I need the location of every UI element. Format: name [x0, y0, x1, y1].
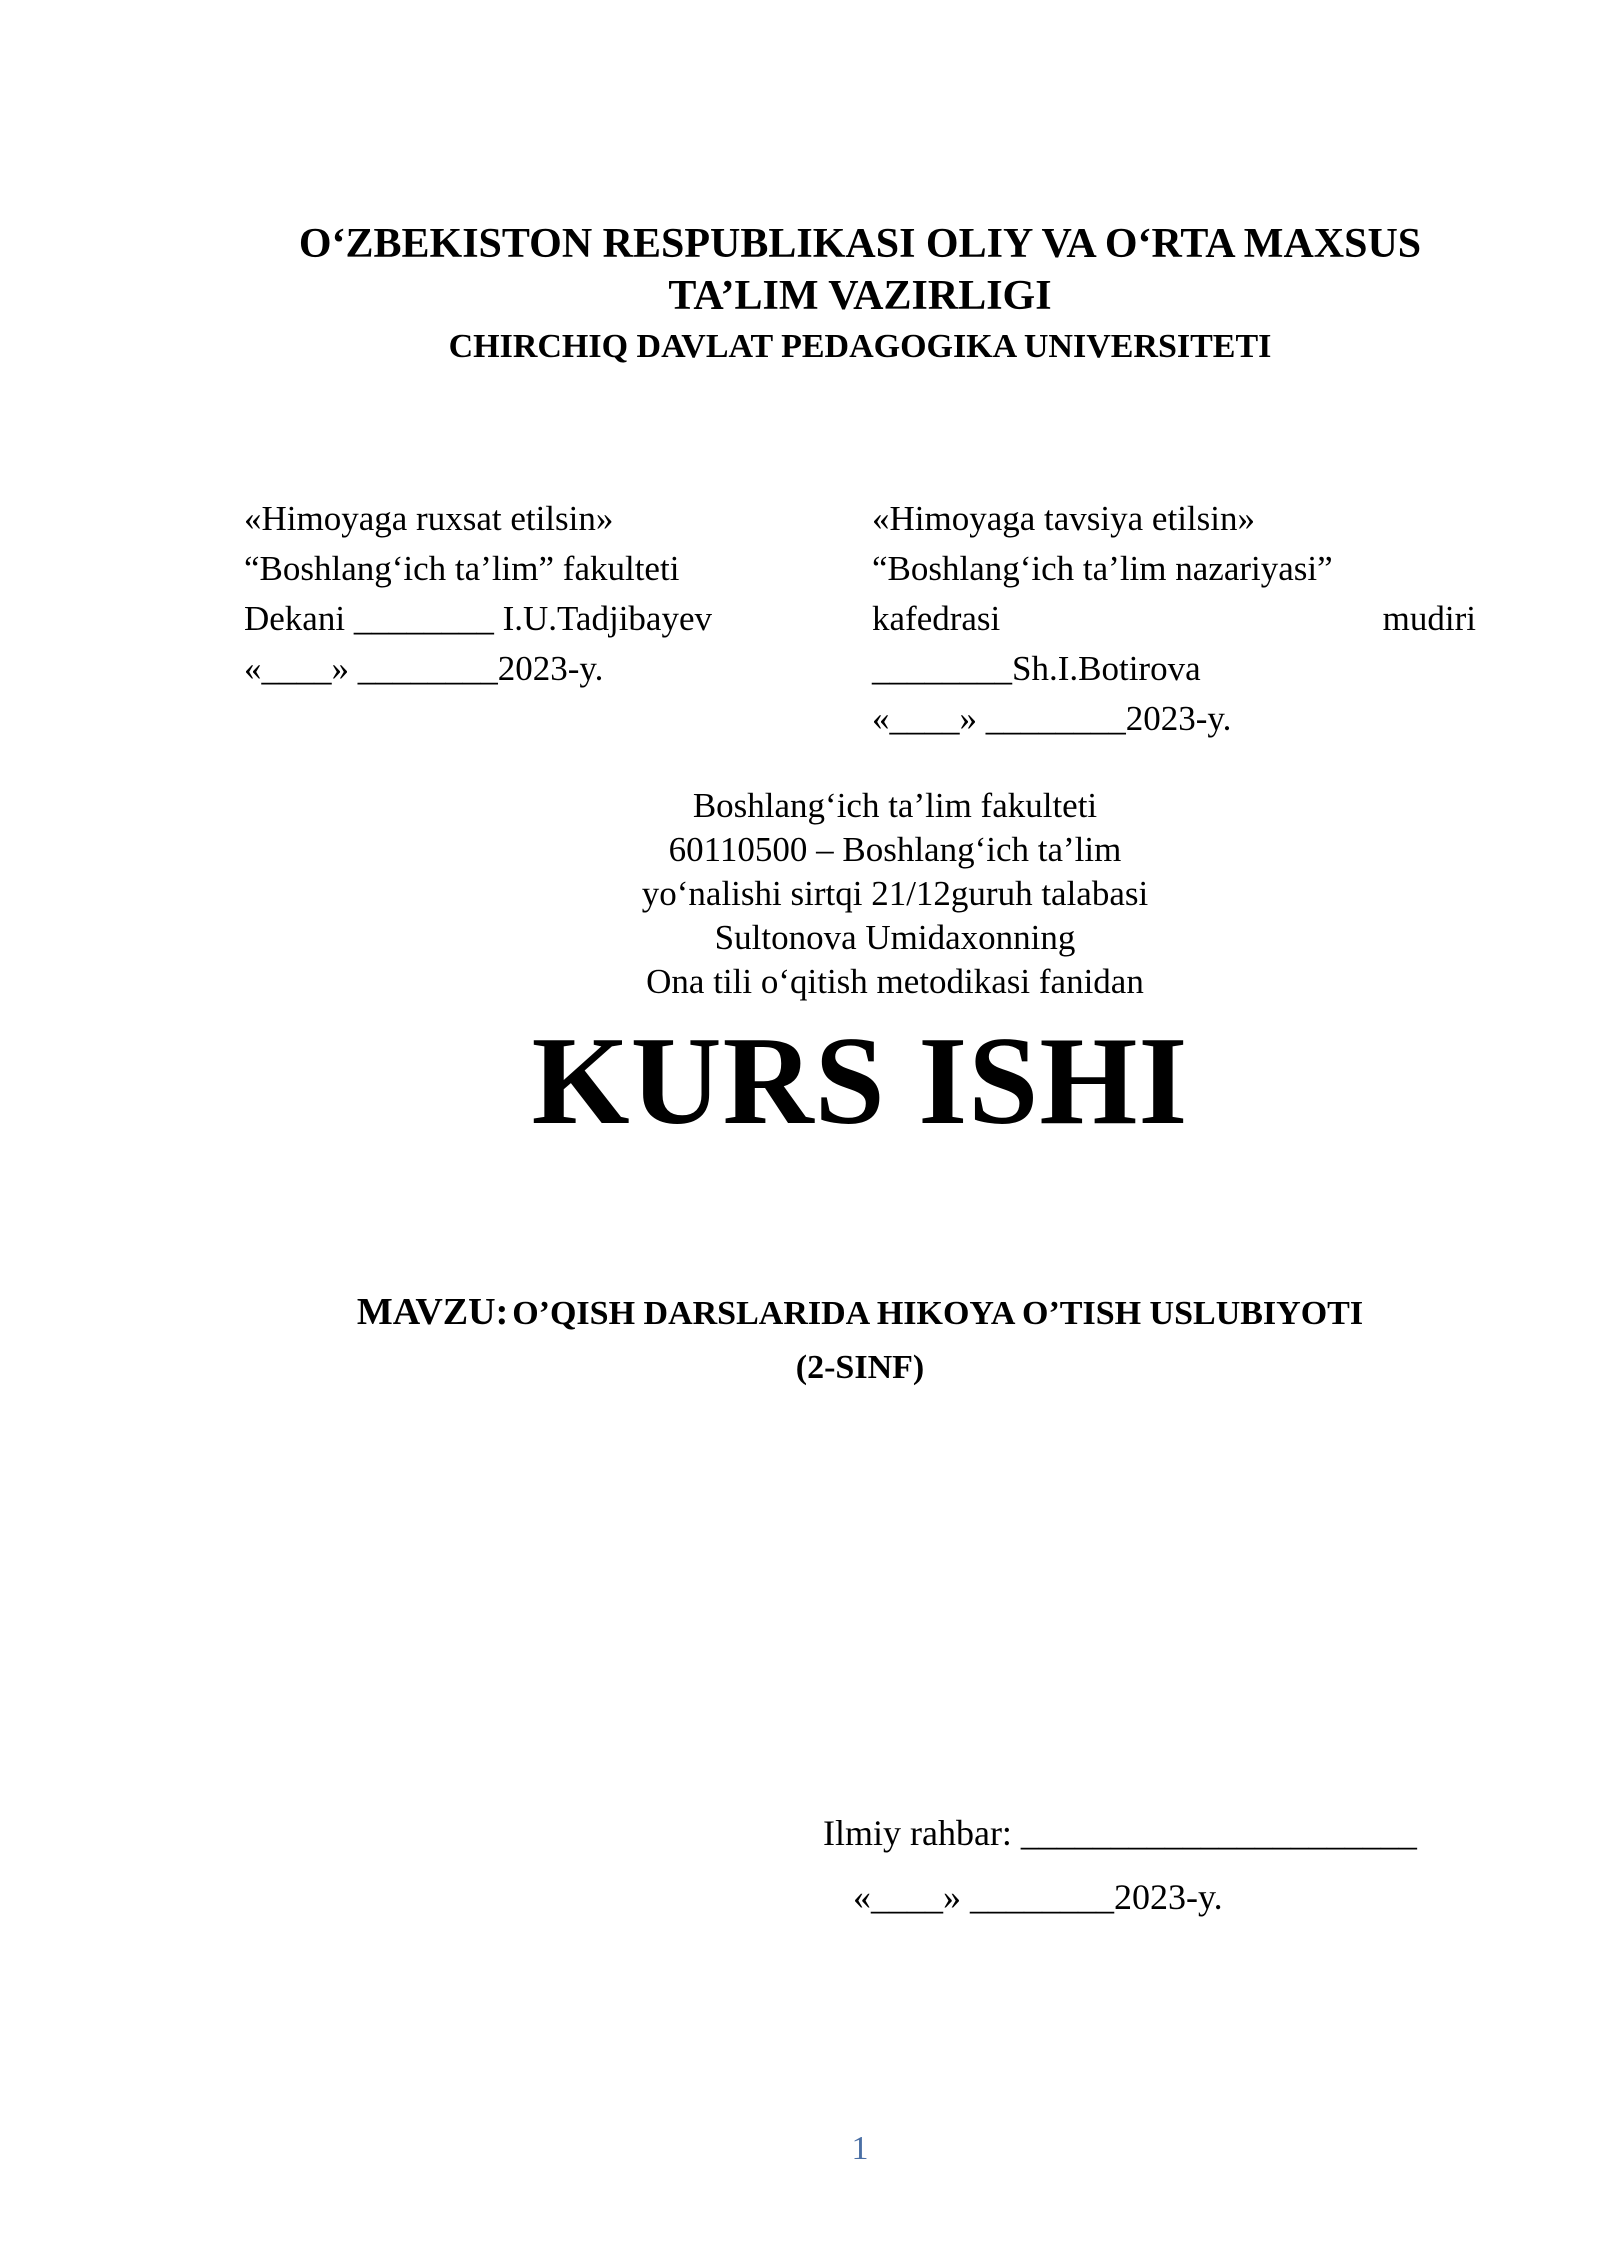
approval-right-line3-left: kafedrasi: [872, 599, 1001, 638]
approval-right-line3-right: mudiri: [1382, 599, 1476, 638]
topic-grade: (2-SINF): [795, 1349, 925, 1386]
approval-left-block: [244, 494, 712, 694]
topic-label: MAVZU:: [356, 1291, 509, 1333]
student-info-block: [0, 784, 1600, 1004]
approval-right-line2: “Boshlang‘ich ta’lim nazariyasi”: [872, 549, 1333, 588]
approval-right-line1: «Himoyaga tavsiya etilsin»: [872, 499, 1255, 538]
approval-right-block: [872, 494, 1476, 744]
approval-right-line4: ________Sh.I.Botirova: [872, 649, 1201, 688]
approval-left-line4: «____» ________2023-y.: [244, 649, 604, 688]
approval-left-line1: «Himoyaga ruxsat etilsin»: [244, 499, 614, 538]
supervisor-date: «____» ________2023-y.: [853, 1877, 1223, 1917]
document-title: KURS ISHI: [531, 1012, 1189, 1151]
student-info-line: yo‘nalishi sirtqi 21/12guruh talabasi: [641, 874, 1149, 913]
approval-right-line3: [872, 594, 1476, 644]
student-info-line: Boshlang‘ich ta’lim fakulteti: [692, 786, 1098, 825]
approval-left-line2: “Boshlang‘ich ta’lim” fakulteti: [244, 549, 680, 588]
supervisor-line: Ilmiy rahbar: ______________________: [823, 1813, 1417, 1853]
approval-left-line3: Dekani ________ I.U.Tadjibayev: [244, 599, 712, 638]
topic-block: [0, 1288, 1600, 1392]
topic-text: O’QISH DARSLARIDA HIKOYA O’TISH USLUBIYOTI: [512, 1295, 1364, 1332]
ministry-title-line1: O‘ZBEKISTON RESPUBLIKASI OLIY VA O‘RTA MAXSUS: [298, 221, 1422, 267]
student-info-line: 60110500 – Boshlang‘ich ta’lim: [668, 830, 1122, 869]
ministry-title-line2: TA’LIM VAZIRLIGI: [668, 273, 1052, 319]
approval-right-line5: «____» ________2023-y.: [872, 699, 1232, 738]
student-info-line: Ona tili o‘qitish metodikasi fanidan: [646, 962, 1144, 1001]
university-name: CHIRCHIQ DAVLAT PEDAGOGIKA UNIVERSITETI: [448, 328, 1272, 365]
page-number: 1: [851, 2130, 869, 2167]
student-info-line: Sultonova Umidaxonning: [714, 918, 1076, 957]
